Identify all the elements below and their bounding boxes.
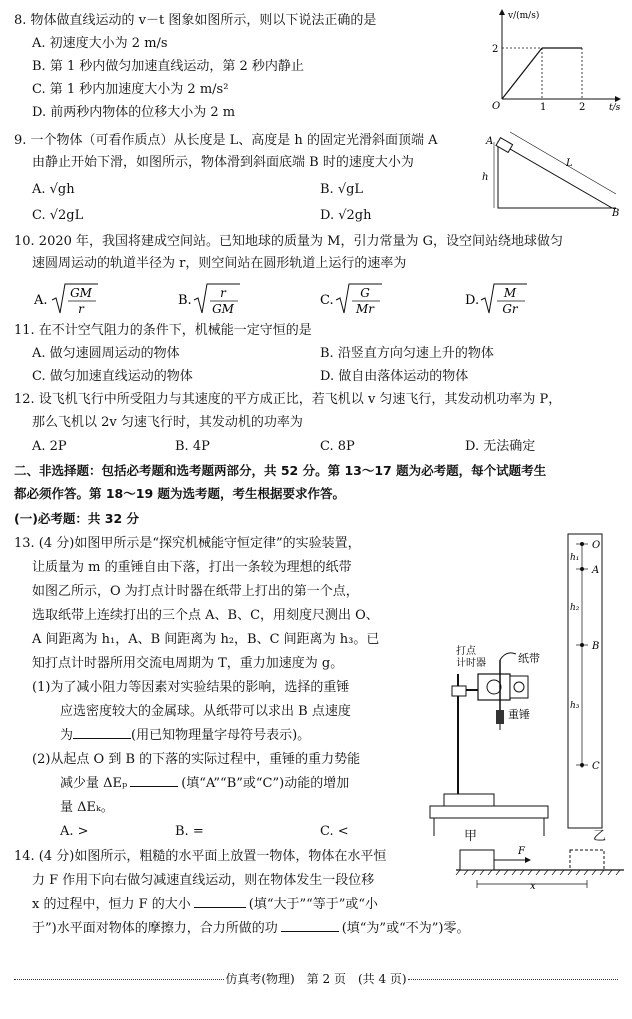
svg-text:D.: D. [465,293,480,308]
height-label: h [482,172,489,183]
q14-figure [452,842,628,892]
q13-line-6: 知打点计时器所用交流电周期为 T，重力加速度为 g。 [32,656,344,671]
q14-line-3: x 的过程中，恒力 F 的大小 (填“大于”“等于”或“小 [32,897,379,912]
q10-option-a [33,284,98,316]
svg-text:GM: GM [70,286,92,300]
q11-option-d: D. 做自由落体运动的物体 [320,369,469,384]
point-b-label: B [612,208,620,218]
svg-text:r: r [220,286,226,300]
q14-line-4: 于”)水平面对物体的摩擦力，合力所做的功 (填“为”或“不为”)零。 [32,921,470,936]
q13-line-5: A 间距离为 h₁，A、B 间距离为 h₂，B、C 间距离为 h₃。已 [32,632,380,647]
q13-line-9: 为 (用已知物理量字母符号表示)。 [60,728,311,743]
q13-option-c: C. < [320,824,349,839]
t-axis-label: t/s [609,103,621,112]
t-tick-2: 2 [579,102,586,112]
timer-label-1: 打点 [456,646,476,657]
section2-subheading: (一)必考题：共 32 分 [14,511,140,526]
label-a: A [592,565,600,576]
q8-option-d: D. 前两秒内物体的位移大小为 2 m [32,105,236,120]
q10-option-b [178,284,240,316]
q13-figure-yi [560,532,626,832]
q14-line-2: 力 F 作用下向右做匀减速直线运动，则在物体发生一段位移 [32,873,375,888]
block-end [570,850,604,870]
q9-stem-1: 9. 一个物体（可看作质点）从长度是 L、高度是 h 的固定光滑斜面顶端 A [14,133,438,148]
q13-line-11: 减少量 ΔEₚ (填“A”“B”或“C”)动能的增加 [60,776,350,791]
caption-yi: 乙 [593,829,607,844]
q8-vt-graph [482,4,627,112]
q13-line-1: 13. (4 分)如图甲所示是“探究机械能守恒定律”的实验装置， [14,536,361,551]
q11-option-c: C. 做匀加速直线运动的物体 [32,369,193,384]
q9-option-a: A. √gh [32,182,75,197]
svg-text:C.: C. [320,293,334,308]
q13-blank-1[interactable] [73,738,131,739]
q13-option-b: B. = [175,824,204,839]
q10-options [28,280,618,320]
svg-text:G: G [360,286,370,300]
q11-option-b: B. 沿竖直方向匀速上升的物体 [320,346,494,361]
svg-text:Gr: Gr [502,302,518,316]
caption-jia: 甲 [464,829,478,844]
vt-line-accel [502,48,542,99]
label-h2: h₂ [570,603,580,613]
q14-line-1: 14. (4 分)如图所示，粗糙的水平面上放置一物体，物体在水平恒 [14,849,387,864]
svg-text:r: r [78,302,84,316]
label-o: O [592,540,601,551]
q9-incline-figure [474,128,624,218]
v-axis-label: v/(m/s) [508,11,540,21]
paper-tape-strip [568,534,602,828]
q14-blank-1[interactable] [194,907,246,908]
block-start [460,850,494,870]
q13-line-4: 选取纸带上连续打出的三个点 A、B、C，用刻度尺测出 O、 [32,608,379,623]
svg-text:GM: GM [212,302,234,316]
force-label: F [518,846,525,857]
q9-stem-2: 由静止开始下滑，如图所示，物体滑到斜面底端 B 时的速度大小为 [32,155,414,170]
q12-stem-2: 那么飞机以 2v 匀速飞行时，其发动机的功率为 [32,415,303,430]
svg-text:Mr: Mr [355,302,375,316]
label-h3: h₃ [570,701,580,711]
q12-stem-1: 12. 设飞机飞行中所受阻力与其速度的平方成正比，若飞机以 v 匀速飞行，其发动机功率为 P， [14,392,562,407]
v-tick-2: 2 [492,44,499,55]
q10-stem-2: 速圆周运动的轨道半径为 r，则空间站在圆形轨道上运行的速率为 [32,256,407,271]
q8-option-a: A. 初速度大小为 2 m/s [32,36,168,51]
displacement-label: x [530,881,536,892]
q8-stem: 8. 物体做直线运动的 v－t 图象如图所示，则以下说法正确的是 [14,13,377,28]
q12-option-d: D. 无法确定 [465,439,536,454]
footer-text: 仿真考(物理) 第 2 页 (共 4 页) [225,972,407,986]
incline [498,142,612,208]
q10-option-d [465,284,527,316]
point-a-label: A [486,136,494,147]
page-footer [14,970,618,987]
table [430,806,548,818]
stand-base [444,794,494,806]
timer-label-2: 计时器 [456,658,486,669]
section2-heading-1: 二、非选择题：包括必考题和选考题两部分，共 52 分。第 13～17 题为必考题，每个试题考生 [14,463,547,478]
q10-stem-1: 10. 2020 年，我国将建成空间站。已知地球的质量为 M，引力常量为 G，设空间站绕地球做匀 [14,234,563,249]
q10-option-c [320,284,382,316]
q13-line-12: 量 ΔEₖ。 [60,800,114,815]
q13-line-7: (1)为了减小阻力等因素对实验结果的影响，选择的重锤 [32,680,350,695]
section2-heading-2: 都必须作答。第 18～19 题为选考题，考生根据要求作答。 [14,486,345,501]
t-tick-1: 1 [540,102,547,112]
q13-line-2: 让质量为 m 的重锤自由下落，打出一条较为理想的纸带 [32,560,352,575]
svg-text:M: M [503,286,517,300]
q9-option-d: D. √2gh [320,208,372,223]
q13-line-8: 应选密度较大的金属球。从纸带可以求出 B 点速度 [60,704,351,719]
label-c: C [592,761,600,772]
q14-blank-2[interactable] [281,931,339,932]
weight-block [496,710,504,724]
q11-stem: 11. 在不计空气阻力的条件下，机械能一定守恒的是 [14,323,312,338]
svg-text:A.: A. [34,293,48,308]
q8-option-c: C. 第 1 秒内加速度大小为 2 m/s² [32,82,229,97]
weight-label: 重锤 [508,708,530,721]
q12-option-b: B. 4P [175,439,210,454]
origin-label: O [492,101,501,112]
q9-option-c: C. √2gL [32,208,84,223]
q12-option-a: A. 2P [32,439,67,454]
label-b: B [592,641,600,652]
q13-option-a: A. > [60,824,89,839]
tape-label: 纸带 [518,652,540,665]
q12-option-c: C. 8P [320,439,355,454]
q13-line-10: (2)从起点 O 到 B 的下落的实际过程中，重锤的重力势能 [32,752,361,767]
q13-figure-jia [420,610,560,840]
q13-blank-2[interactable] [130,786,178,787]
svg-text:B.: B. [178,293,192,308]
label-h1: h₁ [570,553,580,563]
timer-device [478,674,510,700]
q11-option-a: A. 做匀速圆周运动的物体 [32,346,180,361]
q13-line-3: 如图乙所示，O 为打点计时器在纸带上打出的第一个点， [32,584,359,599]
length-label: L [566,158,573,169]
q8-option-b: B. 第 1 秒内做匀加速直线运动，第 2 秒内静止 [32,59,304,74]
q9-option-b: B. √gL [320,182,364,197]
